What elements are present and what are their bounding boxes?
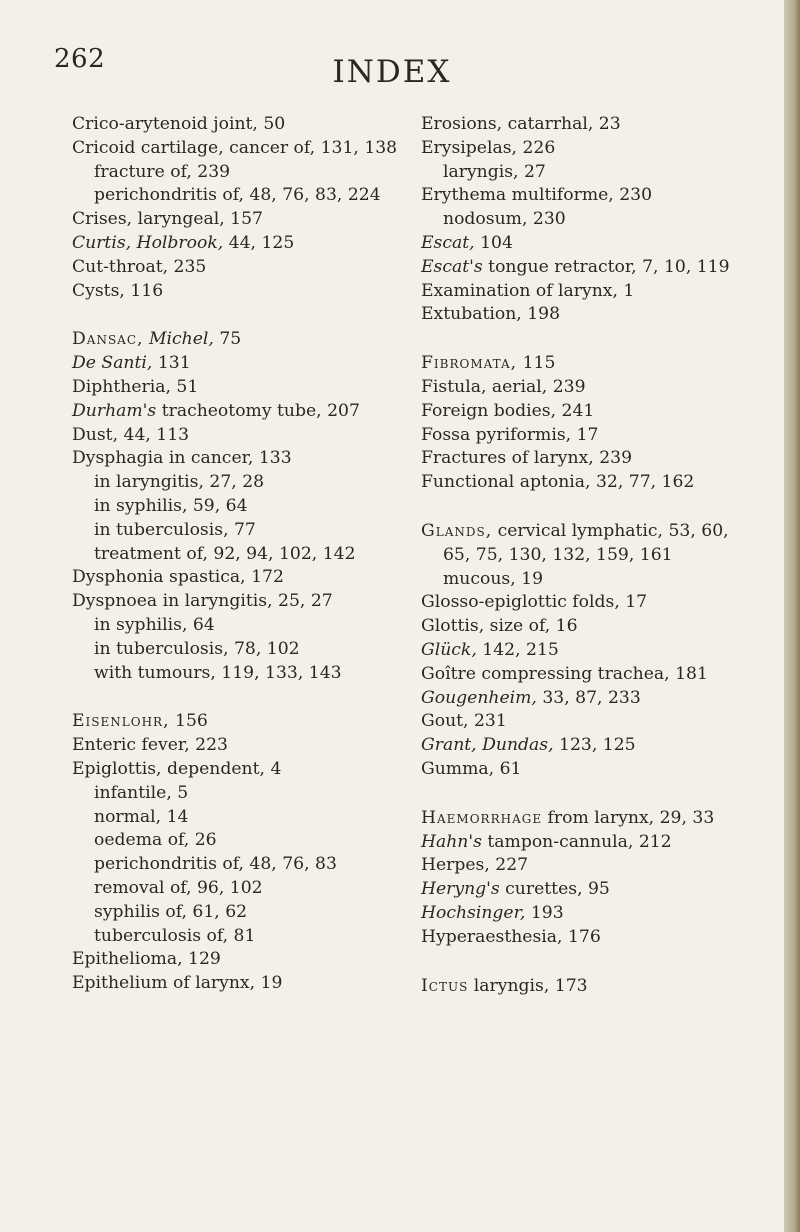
index-entry xyxy=(72,948,402,972)
page-title: INDEX xyxy=(332,54,452,90)
entry-text: Erysipelas, 226 xyxy=(421,137,556,158)
entry-text: Hyperaesthesia, 176 xyxy=(421,926,601,947)
entry-text: Crises, laryngeal, 157 xyxy=(72,209,263,230)
index-subentry xyxy=(421,161,741,185)
entry-text: Fractures of larynx, 239 xyxy=(421,448,633,469)
index-subentry xyxy=(72,184,402,208)
entry-text: Herpes, 227 xyxy=(421,855,529,876)
entry-text: Extubation, 198 xyxy=(421,304,561,325)
index-entry xyxy=(421,926,741,950)
entry-text: perichondritis of, 48, 76, 83, 224 xyxy=(94,185,381,206)
entry-text: treatment of, 92, 94, 102, 142 xyxy=(94,543,356,564)
index-entry xyxy=(72,137,402,161)
entry-text: cervical lymphatic, 53, 60, 65, 75, 130, 132, 159, 161 xyxy=(443,520,729,565)
entry-text: 123, 125 xyxy=(553,735,636,756)
index-subentry xyxy=(72,925,402,949)
index-column-left xyxy=(72,113,402,996)
entry-text: nodosum, 230 xyxy=(443,209,566,230)
entry-text: from larynx, 29, 33 xyxy=(542,807,715,828)
entry-text: Gout, 231 xyxy=(421,711,507,732)
entry-text: Dust, 44, 113 xyxy=(72,424,190,445)
entry-text: Dysphonia spastica, 172 xyxy=(72,567,284,588)
entry-text: Dansac, xyxy=(72,329,144,350)
index-subentry xyxy=(72,543,402,567)
index-subentry xyxy=(72,806,402,830)
index-entry xyxy=(72,208,402,232)
index-entry xyxy=(72,590,402,614)
entry-text: removal of, 96, 102 xyxy=(94,877,263,898)
index-entry xyxy=(421,256,741,280)
entry-text: Cysts, 116 xyxy=(72,280,164,301)
entry-text: Glosso-epiglottic folds, 17 xyxy=(421,592,648,613)
entry-text: Gougenheim, xyxy=(421,687,537,708)
entry-text: Heryng's xyxy=(421,879,500,900)
index-entry xyxy=(421,424,741,448)
index-entry xyxy=(421,352,741,376)
entry-text: Diphtheria, 51 xyxy=(72,376,199,397)
index-entry xyxy=(72,256,402,280)
index-entry xyxy=(421,854,741,878)
index-entry xyxy=(72,376,402,400)
index-subentry xyxy=(72,638,402,662)
index-entry xyxy=(421,471,741,495)
index-entry xyxy=(421,831,741,855)
entry-text: Fossa pyriformis, 17 xyxy=(421,424,599,445)
index-column-right xyxy=(421,113,741,998)
entry-text: in laryngitis, 27, 28 xyxy=(94,472,265,493)
entry-text: in syphilis, 59, 64 xyxy=(94,495,248,516)
index-entry xyxy=(72,424,402,448)
entry-text: Fibromata, xyxy=(421,353,518,374)
index-entry xyxy=(421,184,741,208)
entry-text: in syphilis, 64 xyxy=(94,614,215,635)
index-entry xyxy=(72,710,402,734)
index-entry xyxy=(421,710,741,734)
index-entry xyxy=(72,280,402,304)
index-entry xyxy=(421,280,741,304)
index-subentry xyxy=(72,662,402,686)
entry-text: Enteric fever, 223 xyxy=(72,735,228,756)
entry-text: tracheotomy tube, 207 xyxy=(156,400,360,421)
index-entry xyxy=(72,447,402,471)
entry-text: 131 xyxy=(152,353,191,374)
index-subentry xyxy=(72,877,402,901)
entry-text: Erosions, catarrhal, 23 xyxy=(421,114,621,134)
entry-text: Crico-arytenoid joint, 50 xyxy=(72,114,286,134)
entry-text: Fistula, aerial, 239 xyxy=(421,376,586,397)
index-entry xyxy=(421,591,741,615)
index-entry xyxy=(421,663,741,687)
index-entry xyxy=(421,520,741,568)
index-entry xyxy=(421,232,741,256)
entry-text: fracture of, 239 xyxy=(94,161,231,182)
index-entry xyxy=(72,400,402,424)
index-entry xyxy=(421,376,741,400)
entry-text: Dyspnoea in laryngitis, 25, 27 xyxy=(72,591,333,612)
entry-text: perichondritis of, 48, 76, 83 xyxy=(94,854,337,875)
index-entry xyxy=(421,758,741,782)
index-entry xyxy=(421,807,741,831)
index-subentry xyxy=(72,519,402,543)
index-subentry xyxy=(72,161,402,185)
entry-text: 193 xyxy=(525,902,564,923)
entry-text: Epithelioma, 129 xyxy=(72,949,221,970)
entry-text: Cut-throat, 235 xyxy=(72,256,207,277)
entry-text: 142, 215 xyxy=(476,639,559,660)
index-subentry xyxy=(72,853,402,877)
entry-text: Erythema multiforme, 230 xyxy=(421,185,653,206)
entry-text: in tuberculosis, 78, 102 xyxy=(94,638,300,659)
entry-text: tampon-cannula, 212 xyxy=(481,831,672,852)
entry-text: Durham's xyxy=(72,400,157,421)
entry-text: mucous, 19 xyxy=(443,568,544,589)
entry-text: 44, 125 xyxy=(223,232,295,253)
entry-text: De Santi, xyxy=(72,353,153,374)
entry-text: tongue retractor, 7, 10, 119 xyxy=(482,256,730,277)
entry-text: 156 xyxy=(169,711,208,732)
index-entry xyxy=(421,902,741,926)
entry-text: laryngis, 27 xyxy=(443,161,546,182)
entry-text: Glands, xyxy=(421,520,493,541)
page-edge xyxy=(784,0,800,1232)
page-number: 262 xyxy=(54,44,106,74)
index-subentry xyxy=(72,901,402,925)
index-entry xyxy=(72,113,402,137)
entry-text: Michel, xyxy=(148,329,214,350)
index-entry xyxy=(72,232,402,256)
index-subentry xyxy=(72,614,402,638)
entry-text: laryngis, 173 xyxy=(468,975,588,996)
entry-text: Epiglottis, dependent, 4 xyxy=(72,758,282,779)
entry-text: Hochsinger, xyxy=(421,902,526,923)
entry-text: 33, 87, 233 xyxy=(536,687,641,708)
index-entry xyxy=(421,639,741,663)
entry-text: Epithelium of larynx, 19 xyxy=(72,973,283,994)
entry-text: 104 xyxy=(474,232,513,253)
index-entry xyxy=(421,303,741,327)
entry-text: Escat, xyxy=(421,232,475,253)
index-entry xyxy=(421,687,741,711)
index-entry xyxy=(421,447,741,471)
index-entry xyxy=(421,400,741,424)
index-subentry xyxy=(72,495,402,519)
index-subentry xyxy=(421,208,741,232)
entry-text: in tuberculosis, 77 xyxy=(94,519,256,540)
index-entry xyxy=(72,566,402,590)
entry-text: Curtis, Holbrook, xyxy=(72,232,224,253)
entry-text: with tumours, 119, 133, 143 xyxy=(94,662,342,683)
index-entry xyxy=(421,734,741,758)
index-entry xyxy=(421,878,741,902)
index-subentry xyxy=(72,782,402,806)
index-entry xyxy=(421,137,741,161)
entry-text: infantile, 5 xyxy=(94,782,189,803)
entry-text: Cricoid cartilage, cancer of, 131, 138 xyxy=(72,137,398,158)
entry-text: Eisenlohr, xyxy=(72,711,170,732)
entry-text: Escat's xyxy=(421,256,483,277)
entry-text: Dysphagia in cancer, 133 xyxy=(72,448,292,469)
entry-text: 75 xyxy=(213,329,242,350)
entry-text: Goître compressing trachea, 181 xyxy=(421,663,708,684)
entry-text: Glück, xyxy=(421,639,477,660)
entry-text: Foreign bodies, 241 xyxy=(421,400,595,421)
entry-text: Ictus xyxy=(421,975,469,996)
entry-text: syphilis of, 61, 62 xyxy=(94,901,248,922)
index-entry xyxy=(72,734,402,758)
entry-text: Grant, Dundas, xyxy=(421,735,554,756)
entry-text: oedema of, 26 xyxy=(94,830,217,851)
index-entry xyxy=(421,615,741,639)
entry-text: Gumma, 61 xyxy=(421,758,522,779)
index-entry xyxy=(72,352,402,376)
entry-text: Examination of larynx, 1 xyxy=(421,280,635,301)
index-entry xyxy=(421,113,741,137)
entry-text: Hahn's xyxy=(421,831,482,852)
entry-text: normal, 14 xyxy=(94,806,189,827)
entry-text: tuberculosis of, 81 xyxy=(94,925,256,946)
index-subentry xyxy=(421,568,741,592)
index-entry xyxy=(72,328,402,352)
entry-text: Haemorrhage xyxy=(421,807,543,828)
index-entry xyxy=(421,975,741,999)
index-subentry xyxy=(72,829,402,853)
entry-text: 115 xyxy=(517,353,556,374)
entry-text: curettes, 95 xyxy=(499,879,610,900)
index-entry xyxy=(72,972,402,996)
entry-text: Functional aptonia, 32, 77, 162 xyxy=(421,472,695,493)
entry-text: Glottis, size of, 16 xyxy=(421,616,578,637)
index-entry xyxy=(72,758,402,782)
index-subentry xyxy=(72,471,402,495)
